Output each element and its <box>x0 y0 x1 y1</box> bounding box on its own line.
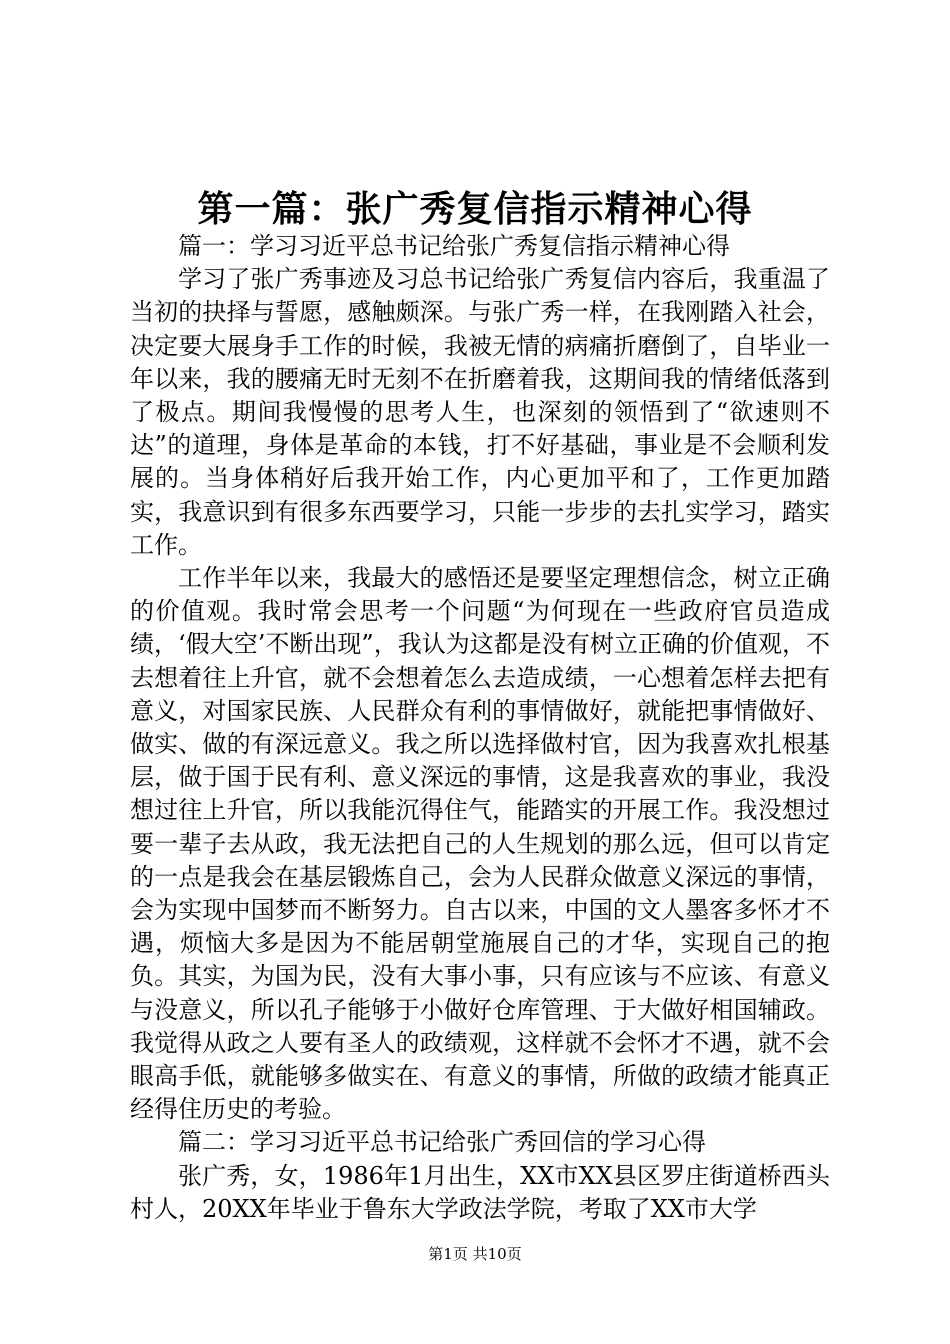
document-title: 第一篇：张广秀复信指示精神心得 <box>197 188 753 230</box>
section-heading-2: 篇二：学习习近平总书记给张广秀回信的学习心得 <box>178 1128 706 1157</box>
paragraph-1: 学习了张广秀事迹及习总书记给张广秀复信内容后，我重温了当初的抉择与誓愿，感触颇深。与张广秀一样，在我刚踏入社会，决定要大展身手工作的时候，我被无情的病痛折磨倒了，自毕业一年以来，我的腰痛无时无刻不在折磨着我，这期间我的情绪低落到了极点。期间我慢慢的思考人生，也深刻的领悟到了“欲速则不达”的道理，身体是革命的本钱，打不好基础，事业是不会顺利发展的。当身体稍好后我开始工作，内心更加平和了，工作更加踏实，我意识到有很多东西要学习，只能一步步的去扎实学习，踏实工作。 <box>130 265 830 559</box>
paragraph-2: 工作半年以来，我最大的感悟还是要坚定理想信念，树立正确的价值观。我时常会思考一个问题“为何现在一些政府官员造成绩，‘假大空’不断出现”，我认为这都是没有树立正确的价值观，不去想着往上升官，就不会想着怎么去造成绩，一心想着怎样去把有意义，对国家民族、人民群众有利的事情做好，就能把事情做好、做实、做的有深远意义。我之所以选择做村官，因为我喜欢扎根基层，做于国于民有利、意义深远的事情，这是我喜欢的事业，我没想过往上升官，所以我能沉得住气，能踏实的开展工作。我没想过要一辈子去从政，我无法把自己的人生规划的那么远，但可以肯定的一点是我会在基层锻炼自己，会为人民群众做意义深远的事情，会为实现中国梦而不断努力。自古以来，中国的文人墨客多怀才不遇，烦恼大多是因为不能居朝堂施展自己的才华，实现自己的抱负。其实，为国为民，没有大事小事，只有应该与不应该、有意义与没意义，所以孔子能够于小做好仓库管理、于大做好相国辅政。我觉得从政之人要有圣人的政绩观，这样就不会怀才不遇，就不会眼高手低，就能够多做实在、有意义的事情，所做的政绩才能真正经得住历史的考验。 <box>130 564 830 1124</box>
paragraph-3: 张广秀，女，1986年1月出生，XX市XX县区罗庄街道桥西头村人，20XX年毕业于鲁东大学政法学院，考取了XX市大学 <box>130 1161 830 1223</box>
document-body <box>130 230 830 1226</box>
page-number-footer: 第1页 共10页 <box>428 1245 522 1263</box>
section-heading-1: 篇一：学习习近平总书记给张广秀复信指示精神心得 <box>178 232 730 260</box>
